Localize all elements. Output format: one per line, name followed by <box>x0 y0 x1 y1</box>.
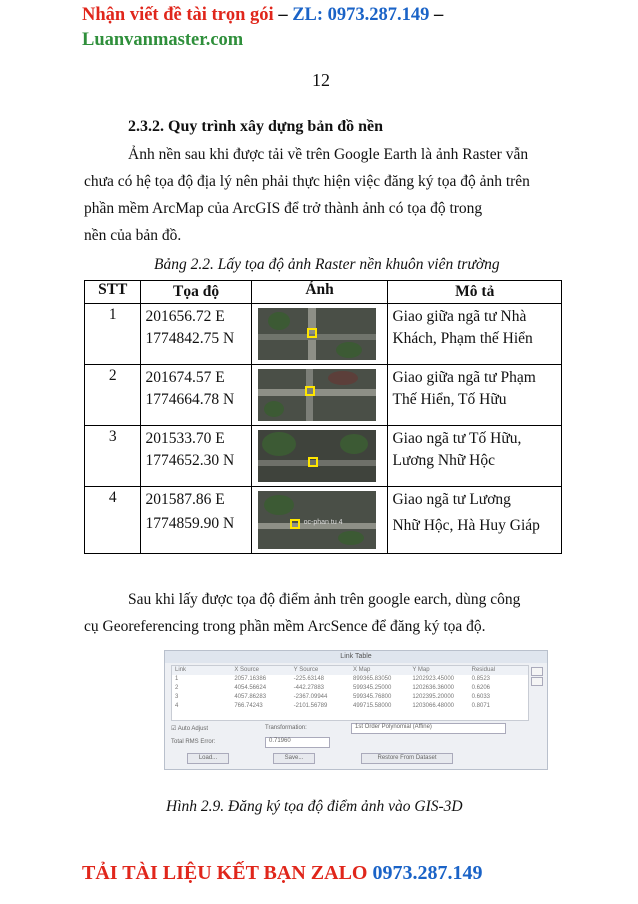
grid-cell: 599345.25000 <box>352 685 392 691</box>
promo-footer-phone: 0973.287.149 <box>372 862 483 884</box>
rms-label: Total RMS Error: <box>171 739 216 745</box>
marker-icon <box>290 519 300 529</box>
dialog-title: Link Table <box>165 651 547 663</box>
transformation-label: Transformation: <box>265 725 307 731</box>
row-number: 2 <box>85 365 141 426</box>
grid-header: Y Map <box>412 667 430 673</box>
table-caption: Bảng 2.2. Lấy tọa độ ảnh Raster nền khuôn viên trường <box>154 256 500 273</box>
image-cell <box>251 487 388 554</box>
column-header: Tọa độ <box>141 281 251 304</box>
coordinate-cell <box>141 365 251 426</box>
paragraph-line: nền của bản đồ. <box>84 227 182 244</box>
grid-row[interactable] <box>172 675 528 684</box>
grid-cell: 0.8523 <box>471 676 490 682</box>
grid-cell: 2057.16386 <box>234 676 267 682</box>
section-heading: 2.3.2. Quy trình xây dựng bản đồ nền <box>128 118 384 135</box>
description-line: Giao ngã tư Lương <box>392 491 511 508</box>
row-number: 4 <box>85 487 141 554</box>
paragraph-line: Sau khi lấy được tọa độ điểm ảnh trên google earch, dùng công <box>128 591 521 608</box>
grid-cell: 2 <box>175 685 179 691</box>
grid-header-row <box>172 666 528 675</box>
coord-easting: 201656.72 E <box>145 308 225 325</box>
grid-header: X Source <box>234 667 260 673</box>
table-row <box>85 365 562 426</box>
description-line: Thế Hiển, Tố Hữu <box>392 391 507 408</box>
paragraph-line: chưa có hệ tọa độ địa lý nên phải thực hiện việc đăng ký tọa độ ảnh trên <box>84 173 530 190</box>
marker-icon <box>308 457 318 467</box>
transformation-select[interactable]: 1st Order Polynomial (Affine) <box>351 723 506 734</box>
description-line: Lương Nhữ Hộc <box>392 452 495 469</box>
paragraph-line: cụ Georeferencing trong phần mềm ArcSence để đăng ký tọa độ. <box>84 618 486 635</box>
grid-row[interactable] <box>172 693 528 702</box>
row-number: 1 <box>85 304 141 365</box>
description-line: Nhữ Hộc, Hà Huy Giáp <box>392 517 540 534</box>
coordinate-cell <box>141 426 251 487</box>
image-cell <box>251 426 388 487</box>
promo-footer-text: TẢI TÀI LIỆU KẾT BẠN ZALO <box>82 862 368 884</box>
description-cell <box>388 365 562 426</box>
coordinate-cell <box>141 487 251 554</box>
grid-cell: 0.6206 <box>471 685 490 691</box>
grid-cell: -2101.56789 <box>293 703 328 709</box>
description-cell <box>388 487 562 554</box>
grid-cell: 1202923.45000 <box>412 676 455 682</box>
open-icon[interactable] <box>531 667 543 676</box>
coord-easting: 201533.70 E <box>145 430 225 447</box>
grid-cell: 599345.76800 <box>352 694 392 700</box>
promo-header <box>82 3 443 27</box>
page-number: 12 <box>312 70 330 90</box>
auto-adjust-checkbox[interactable]: ☑ Auto Adjust <box>171 726 209 732</box>
satellite-thumbnail <box>258 369 376 421</box>
restore-button[interactable]: Restore From Dataset <box>361 753 453 764</box>
grid-cell: 499715.58000 <box>352 703 392 709</box>
grid-cell: 766.74243 <box>234 703 263 709</box>
coord-easting: 201587.86 E <box>145 491 225 508</box>
coord-northing: 1774842.75 N <box>145 330 235 347</box>
paragraph-line: Ảnh nền sau khi được tải về trên Google Earth là ảnh Raster vẫn <box>128 146 529 163</box>
coord-northing: 1774859.90 N <box>145 515 235 532</box>
column-header: Ảnh <box>251 281 388 304</box>
satellite-thumbnail <box>258 491 376 549</box>
column-header: STT <box>85 281 141 304</box>
grid-cell: 3 <box>175 694 179 700</box>
description-cell <box>388 426 562 487</box>
load-button[interactable]: Load... <box>187 753 229 764</box>
paragraph-line: phần mềm ArcMap của ArcGIS để trở thành ảnh có tọa độ trong <box>84 200 483 217</box>
rms-value: 0.71960 <box>265 737 330 748</box>
description-line: Giao ngã tư Tố Hữu, <box>392 430 522 447</box>
link-table-dialog <box>164 650 548 770</box>
marker-icon <box>305 386 315 396</box>
description-line: Giao giữa ngã tư Phạm <box>392 369 536 386</box>
coordinate-cell <box>141 304 251 365</box>
table-row <box>85 487 562 554</box>
promo-site: Luanvanmaster.com <box>82 30 244 50</box>
save-button[interactable]: Save... <box>273 753 315 764</box>
promo-sep: – <box>429 5 444 25</box>
coord-easting: 201674.57 E <box>145 369 225 386</box>
grid-cell: 1202636.36000 <box>412 685 455 691</box>
image-cell <box>251 304 388 365</box>
link-table-grid <box>171 665 529 721</box>
grid-header: X Map <box>352 667 371 673</box>
table-row <box>85 426 562 487</box>
grid-header: Residual <box>471 667 495 673</box>
grid-cell: 899365.83050 <box>352 676 392 682</box>
satellite-thumbnail <box>258 430 376 482</box>
grid-cell: 4054.56624 <box>234 685 267 691</box>
coord-northing: 1774664.78 N <box>145 391 235 408</box>
grid-cell: 0.8071 <box>471 703 490 709</box>
image-cell <box>251 365 388 426</box>
grid-cell: -2367.09944 <box>293 694 328 700</box>
table-row <box>85 304 562 365</box>
grid-cell: 1 <box>175 676 179 682</box>
auto-adjust-label: Auto Adjust <box>177 726 209 732</box>
map-label: oc-phan tu 4 <box>303 519 343 526</box>
grid-row[interactable] <box>172 684 528 693</box>
grid-header: Link <box>175 667 187 673</box>
description-line: Giao giữa ngã tư Nhà <box>392 308 527 325</box>
satellite-thumbnail <box>258 308 376 360</box>
description-line: Khách, Phạm thế Hiển <box>392 330 533 347</box>
row-number: 3 <box>85 426 141 487</box>
grid-header: Y Source <box>293 667 319 673</box>
promo-prefix: Nhận viết đề tài trọn gói <box>82 5 274 25</box>
figure-caption: Hình 2.9. Đăng ký tọa độ điểm ảnh vào GIS-3D <box>166 798 463 815</box>
promo-footer <box>82 861 482 885</box>
grid-cell: 4 <box>175 703 179 709</box>
table-header-row <box>85 281 562 304</box>
marker-icon <box>307 328 317 338</box>
column-header: Mô tả <box>388 281 562 304</box>
description-cell <box>388 304 562 365</box>
promo-sep: – <box>273 5 293 25</box>
grid-cell: 1203066.48000 <box>412 703 455 709</box>
coordinates-table <box>84 280 562 554</box>
grid-cell: 1202395.20000 <box>412 694 455 700</box>
coord-northing: 1774652.30 N <box>145 452 235 469</box>
promo-contact: ZL: 0973.287.149 <box>292 5 430 25</box>
grid-cell: -225.63148 <box>293 676 325 682</box>
delete-link-icon[interactable] <box>531 677 543 686</box>
grid-row[interactable] <box>172 702 528 711</box>
grid-cell: 4057.86283 <box>234 694 267 700</box>
grid-cell: 0.6033 <box>471 694 490 700</box>
grid-cell: -442.27883 <box>293 685 325 691</box>
